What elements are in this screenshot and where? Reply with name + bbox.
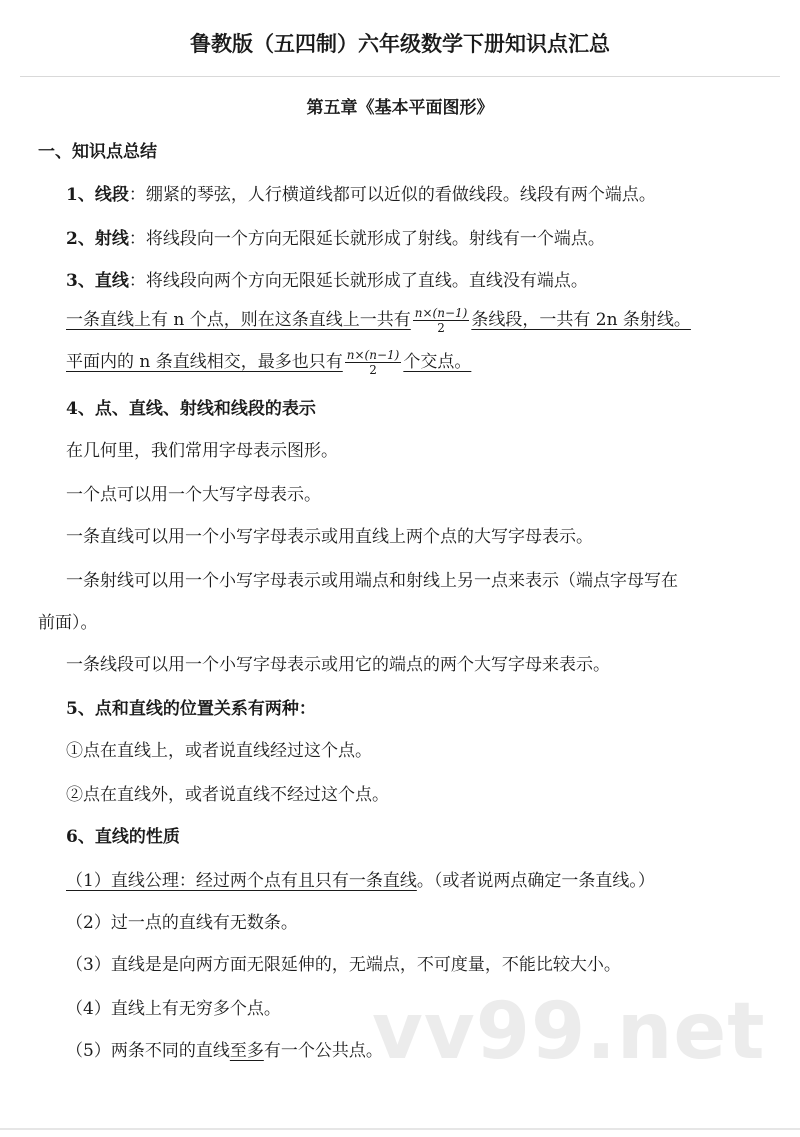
point-2-number: 2、 bbox=[66, 229, 95, 249]
page-title: 鲁教版（五四制）六年级数学下册知识点汇总 bbox=[190, 31, 610, 56]
list-item bbox=[66, 869, 655, 893]
paragraph: 一条射线可以用一个小写字母表示或用端点和射线上另一点来表示（端点字母写在 bbox=[66, 571, 678, 591]
point-1 bbox=[66, 183, 656, 207]
watermark: vv99.net bbox=[372, 987, 766, 1077]
point-2-text: ：将线段向一个方向无限延长就形成了射线。射线有一个端点。 bbox=[128, 229, 605, 249]
paragraph: 一条线段可以用一个小写字母表示或用它的端点的两个大写字母来表示。 bbox=[66, 655, 610, 675]
list-item: （2）过一点的直线有无数条。 bbox=[66, 913, 298, 933]
statement-before: 一条直线上有 n 个点，则在这条直线上一共有 bbox=[66, 310, 411, 330]
point-2-term: 射线 bbox=[94, 229, 129, 249]
paragraph: 一条直线可以用一个小写字母表示或用直线上两个点的大写字母表示。 bbox=[66, 527, 593, 547]
list-item-text: 有一个公共点。 bbox=[263, 1041, 383, 1061]
paragraph-continuation: 前面）。 bbox=[38, 613, 98, 633]
underlined-text: （1）直线公理：经过两个点有且只有一条直线 bbox=[66, 871, 417, 891]
point-3-text: ：将线段向两个方向无限延长就形成了直线。直线没有端点。 bbox=[128, 271, 588, 291]
fraction-numerator: n×(n−1) bbox=[346, 348, 400, 362]
point-3 bbox=[66, 269, 588, 293]
point-1-term: 线段 bbox=[94, 185, 129, 205]
list-item bbox=[66, 1039, 383, 1063]
paragraph: 在几何里，我们常用字母表示图形。 bbox=[66, 441, 338, 461]
list-item: ①点在直线上，或者说直线经过这个点。 bbox=[66, 741, 372, 761]
line-segments-count-statement bbox=[66, 302, 691, 338]
paragraph: 一个点可以用一个大写字母表示。 bbox=[66, 485, 321, 505]
point-3-number: 3、 bbox=[66, 271, 95, 291]
statement-before: 平面内的 n 条直线相交，最多也只有 bbox=[66, 352, 343, 372]
statement-after: 个交点。 bbox=[403, 352, 472, 372]
list-item-text: （5）两条不同的直线 bbox=[66, 1041, 230, 1061]
heading-6: 6、直线的性质 bbox=[66, 827, 180, 847]
statement-after: 条线段，一共有 2n 条射线。 bbox=[471, 310, 691, 330]
fraction-denominator: 2 bbox=[437, 321, 445, 335]
intersections-statement bbox=[66, 344, 471, 380]
fraction bbox=[413, 306, 470, 335]
fraction-numerator: n×(n−1) bbox=[414, 306, 468, 320]
underlined-text: 至多 bbox=[229, 1041, 264, 1061]
fraction-denominator: 2 bbox=[369, 363, 377, 377]
title-divider bbox=[20, 76, 780, 77]
point-1-text: ：绷紧的琴弦，人行横道线都可以近似的看做线段。线段有两个端点。 bbox=[128, 185, 656, 205]
heading-5: 5、点和直线的位置关系有两种： bbox=[66, 699, 316, 719]
heading-4: 4、点、直线、射线和线段的表示 bbox=[66, 399, 316, 419]
bottom-divider bbox=[0, 1128, 800, 1130]
point-2 bbox=[66, 227, 605, 251]
point-1-number: 1、 bbox=[66, 185, 95, 205]
section-heading: 一、知识点总结 bbox=[38, 142, 157, 162]
list-item: （3）直线是是向两方面无限延伸的，无端点，不可度量，不能比较大小。 bbox=[66, 955, 621, 975]
point-3-term: 直线 bbox=[94, 271, 129, 291]
list-item-text: 。（或者说两点确定一条直线。） bbox=[416, 871, 655, 891]
list-item: （4）直线上有无穷多个点。 bbox=[66, 999, 281, 1019]
chapter-title: 第五章《基本平面图形》 bbox=[306, 98, 494, 118]
list-item: ②点在直线外，或者说直线不经过这个点。 bbox=[66, 785, 389, 805]
fraction bbox=[345, 348, 402, 377]
